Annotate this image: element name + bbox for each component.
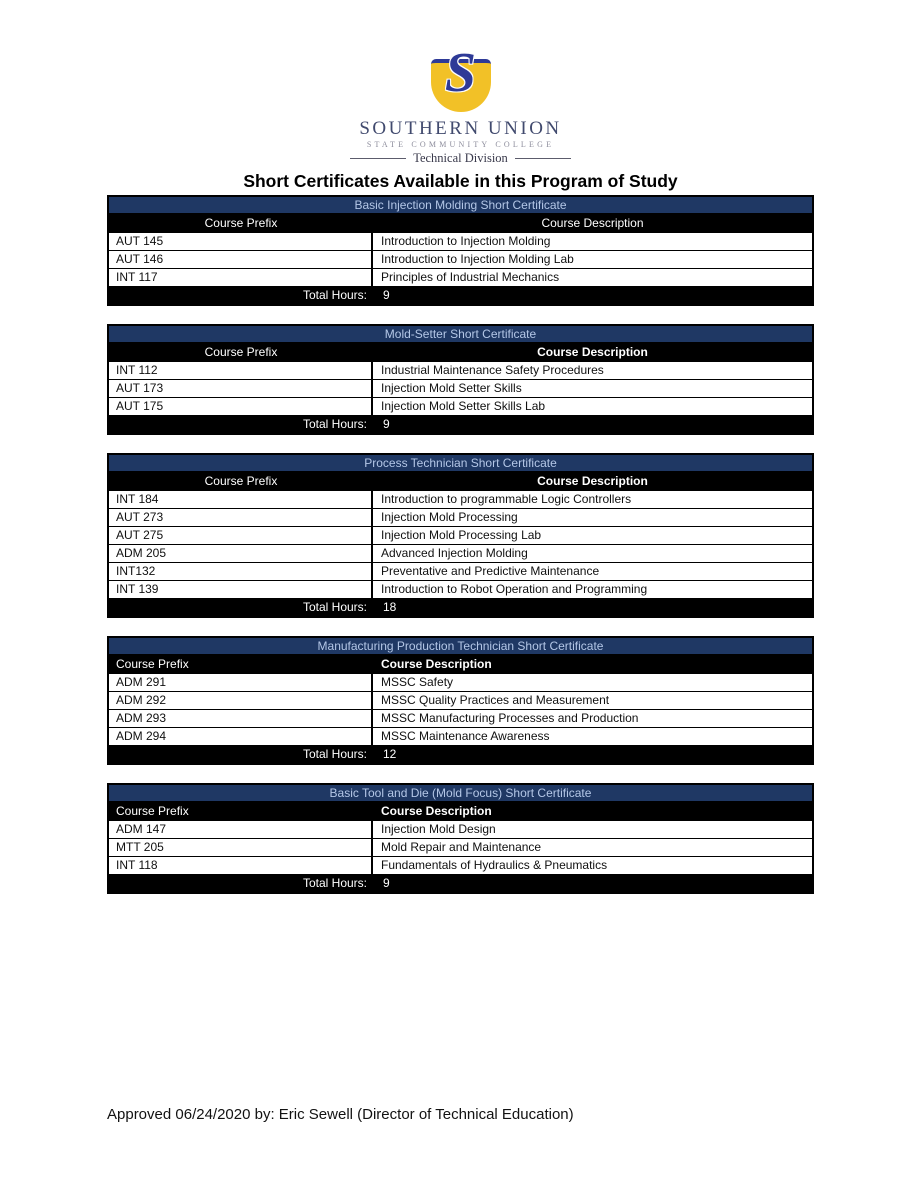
column-header-row	[109, 343, 812, 361]
logo-shield-icon	[430, 42, 492, 112]
total-hours-label: Total Hours:	[302, 417, 367, 431]
col-header-course-description: Course Description	[381, 657, 492, 671]
total-hours-label: Total Hours:	[302, 747, 367, 761]
col-header-course-description: Course Description	[381, 804, 492, 818]
table-row	[109, 838, 812, 856]
table-manufacturing-production-technician	[107, 636, 814, 765]
certificate-title-bar: Manufacturing Production Technician Short Certificate	[109, 638, 812, 655]
table-row	[109, 709, 812, 727]
course-prefix-cell: INT132	[109, 563, 373, 580]
course-prefix-cell: AUT 145	[109, 233, 373, 250]
course-prefix-cell: AUT 275	[109, 527, 373, 544]
total-hours-value: 9	[383, 288, 390, 302]
total-hours-row	[109, 415, 812, 433]
college-logo	[0, 0, 921, 166]
division-label: Technical Division	[413, 151, 508, 165]
page-title: Short Certificates Available in this Program of Study	[243, 171, 678, 191]
total-hours-row	[109, 745, 812, 763]
table-row	[109, 250, 812, 268]
table-row	[109, 361, 812, 379]
college-name: SOUTHERN UNION	[359, 118, 562, 139]
table-row	[109, 490, 812, 508]
column-header-row	[109, 214, 812, 232]
certificate-title-bar: Basic Injection Molding Short Certificate	[109, 197, 812, 214]
course-prefix-cell: ADM 291	[109, 674, 373, 691]
table-row	[109, 544, 812, 562]
certificate-title-bar: Mold-Setter Short Certificate	[109, 326, 812, 343]
col-header-course-description: Course Description	[541, 216, 644, 230]
table-basic-injection-molding	[107, 195, 814, 306]
table-row	[109, 727, 812, 745]
course-prefix-cell: AUT 173	[109, 380, 373, 397]
approval-note: Approved 06/24/2020 by: Eric Sewell (Director of Technical Education)	[107, 1106, 574, 1123]
certificate-title-bar: Process Technician Short Certificate	[109, 455, 812, 472]
course-description-cell: Fundamentals of Hydraulics & Pneumatics	[381, 858, 608, 872]
course-description-cell: Injection Mold Setter Skills	[381, 381, 522, 395]
course-prefix-cell: ADM 293	[109, 710, 373, 727]
course-description-cell: Injection Mold Processing	[381, 510, 518, 524]
col-header-course-prefix: Course Prefix	[116, 657, 189, 671]
col-header-course-description: Course Description	[537, 474, 648, 488]
table-row	[109, 379, 812, 397]
course-description-cell: MSSC Safety	[381, 675, 454, 689]
total-hours-label: Total Hours:	[302, 876, 367, 890]
division-row	[0, 151, 921, 166]
column-header-row	[109, 802, 812, 820]
col-header-course-prefix: Course Prefix	[204, 216, 278, 230]
table-mold-setter	[107, 324, 814, 435]
table-basic-tool-and-die	[107, 783, 814, 894]
column-header-row	[109, 655, 812, 673]
course-prefix-cell: AUT 146	[109, 251, 373, 268]
column-header-row	[109, 472, 812, 490]
course-description-cell: Preventative and Predictive Maintenance	[381, 564, 600, 578]
course-description-cell: Introduction to Injection Molding	[381, 234, 551, 248]
division-rule-right	[515, 158, 571, 159]
table-row	[109, 268, 812, 286]
course-prefix-cell: INT 118	[109, 857, 373, 874]
table-row	[109, 580, 812, 598]
course-description-cell: Introduction to programmable Logic Controllers	[381, 492, 632, 506]
logo-letter-s: S	[444, 42, 477, 104]
course-prefix-cell: ADM 292	[109, 692, 373, 709]
course-description-cell: Introduction to Robot Operation and Programming	[381, 582, 648, 596]
total-hours-value: 9	[383, 417, 390, 431]
table-row	[109, 856, 812, 874]
total-hours-value: 12	[383, 747, 397, 761]
total-hours-value: 18	[383, 600, 397, 614]
course-description-cell: Injection Mold Processing Lab	[381, 528, 542, 542]
course-prefix-cell: INT 184	[109, 491, 373, 508]
course-prefix-cell: ADM 147	[109, 821, 373, 838]
table-row	[109, 820, 812, 838]
total-hours-row	[109, 874, 812, 892]
course-prefix-cell: ADM 205	[109, 545, 373, 562]
course-description-cell: Injection Mold Design	[381, 822, 496, 836]
total-hours-value: 9	[383, 876, 390, 890]
table-row	[109, 691, 812, 709]
col-header-course-prefix: Course Prefix	[116, 804, 189, 818]
certificate-tables	[107, 195, 814, 912]
course-prefix-cell: AUT 273	[109, 509, 373, 526]
course-description-cell: MSSC Maintenance Awareness	[381, 729, 550, 743]
course-prefix-cell: INT 139	[109, 581, 373, 598]
course-prefix-cell: AUT 175	[109, 398, 373, 415]
total-hours-label: Total Hours:	[302, 600, 367, 614]
table-row	[109, 232, 812, 250]
college-subtitle: STATE COMMUNITY COLLEGE	[366, 140, 555, 149]
certificate-title-bar: Basic Tool and Die (Mold Focus) Short Certificate	[109, 785, 812, 802]
table-row	[109, 508, 812, 526]
course-prefix-cell: ADM 294	[109, 728, 373, 745]
course-description-cell: Industrial Maintenance Safety Procedures	[381, 363, 604, 377]
course-description-cell: Injection Mold Setter Skills Lab	[381, 399, 546, 413]
course-description-cell: Advanced Injection Molding	[381, 546, 528, 560]
col-header-course-prefix: Course Prefix	[204, 345, 278, 359]
total-hours-row	[109, 286, 812, 304]
col-header-course-prefix: Course Prefix	[204, 474, 278, 488]
course-description-cell: Principles of Industrial Mechanics	[381, 270, 560, 284]
course-description-cell: Introduction to Injection Molding Lab	[381, 252, 574, 266]
total-hours-row	[109, 598, 812, 616]
course-prefix-cell: INT 112	[109, 362, 373, 379]
course-description-cell: Mold Repair and Maintenance	[381, 840, 542, 854]
col-header-course-description: Course Description	[537, 345, 648, 359]
division-rule-left	[350, 158, 406, 159]
table-row	[109, 562, 812, 580]
table-row	[109, 526, 812, 544]
course-description-cell: MSSC Manufacturing Processes and Production	[381, 711, 639, 725]
course-description-cell: MSSC Quality Practices and Measurement	[381, 693, 610, 707]
table-row	[109, 397, 812, 415]
course-prefix-cell: INT 117	[109, 269, 373, 286]
total-hours-label: Total Hours:	[302, 288, 367, 302]
table-process-technician	[107, 453, 814, 618]
course-prefix-cell: MTT 205	[109, 839, 373, 856]
table-row	[109, 673, 812, 691]
